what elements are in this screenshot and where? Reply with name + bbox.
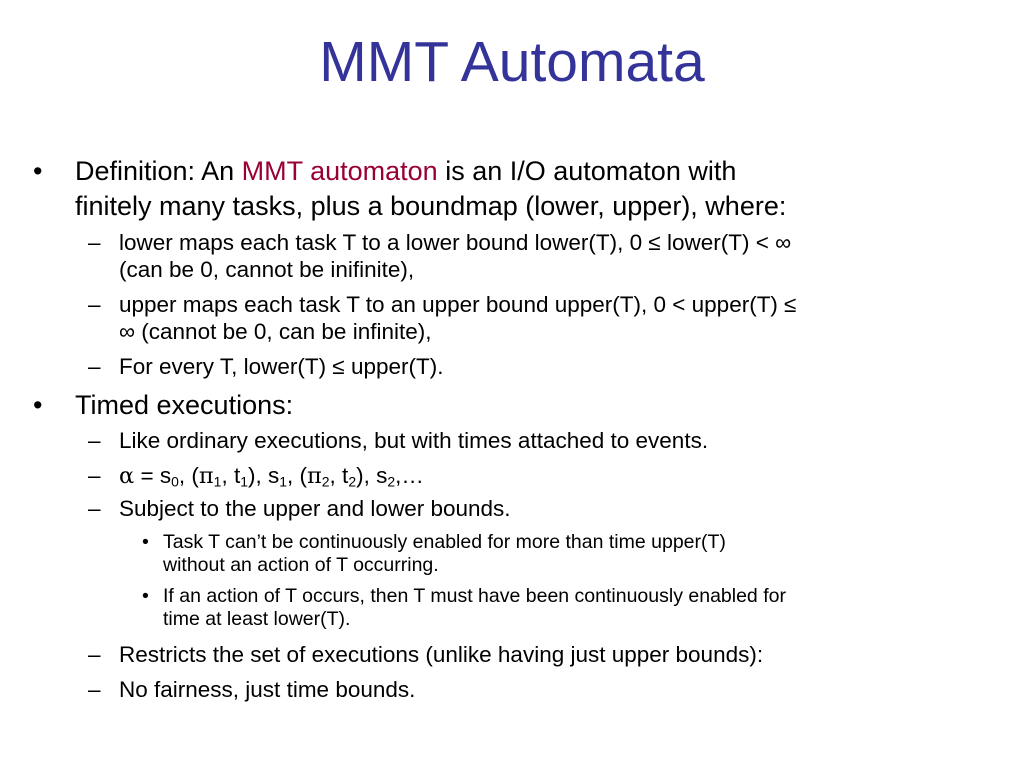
dash-marker: – — [88, 677, 101, 702]
upper-map-line-2: ∞ (cannot be 0, can be infinite), — [119, 319, 432, 344]
seq-text: ), s — [247, 463, 280, 488]
definition-suffix: is an I/O automaton with — [437, 156, 737, 186]
dash-marker: – — [88, 463, 101, 488]
alpha-symbol: α — [119, 463, 135, 489]
alpha-sequence — [119, 462, 999, 490]
timed-executions-heading: Timed executions: — [75, 390, 294, 420]
if-action-line-2: time at least lower(T). — [163, 608, 351, 630]
seq-text: = s — [134, 463, 172, 488]
if-action-line-1: If an action of T occurs, then T must have been continuously enabled for — [163, 585, 786, 607]
small-bullet-marker: • — [142, 585, 149, 607]
definition-line-1 — [75, 154, 995, 189]
dash-marker: – — [88, 230, 101, 255]
task-t-line-2: without an action of T occurring. — [163, 554, 439, 576]
task-t-line-1: Task T can’t be continuously enabled for more than time upper(T) — [163, 531, 726, 553]
restricts-line: Restricts the set of executions (unlike having just upper bounds): — [119, 642, 764, 667]
lower-map-line-1: lower maps each task T to a lower bound lower(T), 0 ≤ lower(T) < ∞ — [119, 230, 792, 255]
no-fairness-line: No fairness, just time bounds. — [119, 677, 416, 702]
dash-marker: – — [88, 354, 101, 379]
seq-subscript: 1 — [279, 473, 287, 490]
for-every-line: For every T, lower(T) ≤ upper(T). — [119, 354, 444, 379]
definition-prefix: Definition: An — [75, 156, 242, 186]
definition-line-2: finitely many tasks, plus a boundmap (lower, upper), where: — [75, 191, 787, 221]
seq-text: , ( — [178, 463, 199, 488]
dash-marker: – — [88, 496, 101, 521]
mmt-automaton-term: MMT automaton — [241, 156, 438, 186]
seq-subscript: 2 — [348, 473, 357, 490]
subject-to-line: Subject to the upper and lower bounds. — [119, 496, 511, 521]
pi-symbol: π — [306, 463, 322, 489]
seq-subscript: 2 — [321, 473, 330, 490]
seq-text: , t — [221, 463, 241, 488]
like-ordinary-line: Like ordinary executions, but with times attached to events. — [119, 428, 709, 453]
upper-map-line-1: upper maps each task T to an upper bound upper(T), 0 < upper(T) ≤ — [119, 292, 797, 317]
bullet-marker: • — [33, 156, 43, 186]
seq-subscript: 1 — [213, 473, 222, 490]
dash-marker: – — [88, 292, 101, 317]
small-bullet-marker: • — [142, 531, 149, 553]
dash-marker: – — [88, 428, 101, 453]
seq-subscript: 2 — [387, 473, 396, 490]
seq-subscript: 0 — [171, 473, 179, 490]
seq-subscript: 1 — [240, 473, 248, 490]
seq-text: , ( — [286, 463, 307, 488]
lower-map-line-2: (can be 0, cannot be inifinite), — [119, 257, 415, 282]
bullet-marker: • — [33, 390, 43, 420]
pi-symbol: π — [198, 463, 214, 489]
seq-text: , t — [329, 463, 349, 488]
seq-text: ), s — [356, 463, 388, 488]
dash-marker: – — [88, 642, 101, 667]
slide-title: MMT Automata — [319, 30, 705, 94]
seq-text: ,… — [395, 463, 424, 488]
